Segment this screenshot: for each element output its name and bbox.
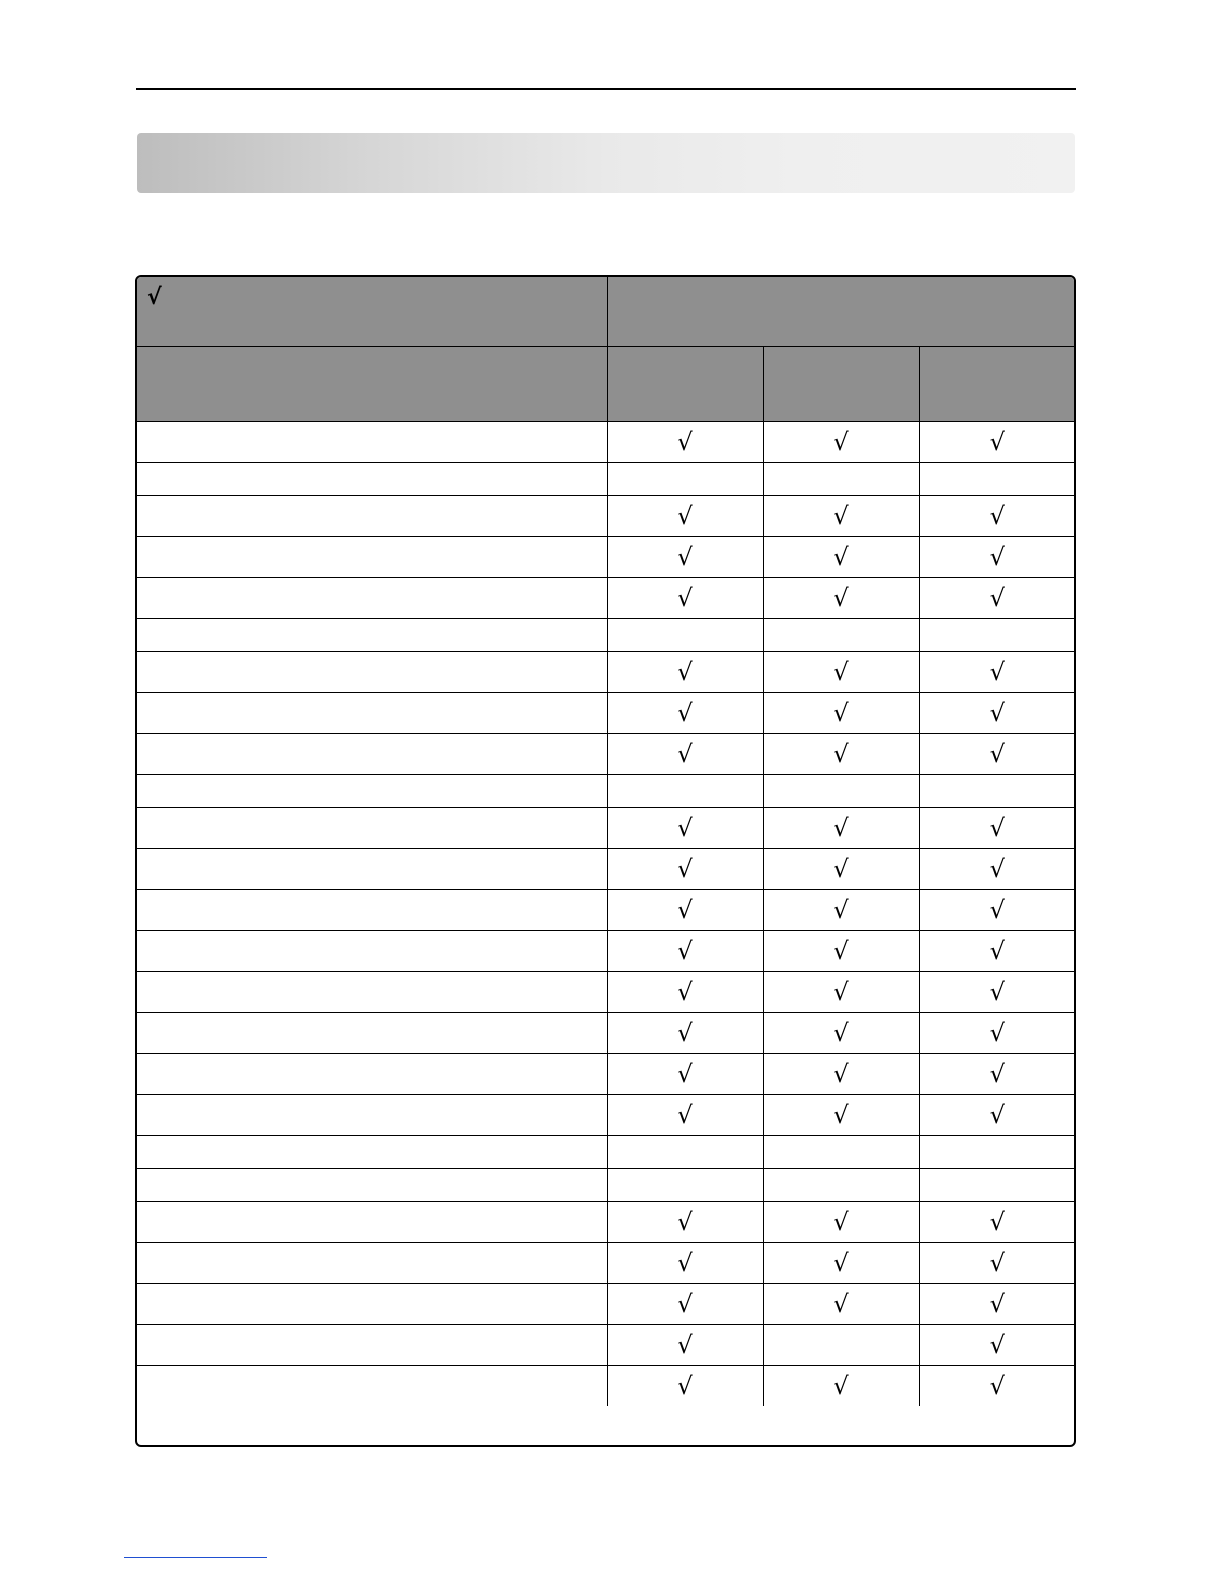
support-cell-1 [607,537,763,578]
feature-column-header [137,347,607,422]
support-cell-1 [607,1202,763,1243]
table-row [137,1169,1075,1202]
table-row [137,496,1075,537]
support-cell-1 [607,775,763,808]
support-cell-1 [607,619,763,652]
support-cell-1 [607,734,763,775]
table-row [137,1013,1075,1054]
checkmark-icon: √ [833,698,849,727]
feature-cell [137,775,607,808]
support-cell-3 [919,619,1075,652]
table-row [137,931,1075,972]
checkmark-icon: √ [989,501,1005,530]
feature-cell [137,1136,607,1169]
checkmark-icon: √ [833,739,849,768]
feature-cell [137,1202,607,1243]
checkmark-icon: √ [989,1289,1005,1318]
checkmark-icon: √ [989,1100,1005,1129]
checkmark-icon: √ [677,583,693,612]
table-body [137,422,1075,1407]
models-group-header [607,277,1075,347]
table-row [137,1054,1075,1095]
support-cell-2 [763,463,919,496]
checkmark-icon: √ [833,542,849,571]
checkmark-icon: √ [833,1289,849,1318]
feature-cell [137,849,607,890]
support-cell-1 [607,578,763,619]
support-cell-2 [763,1095,919,1136]
checkmark-icon: √ [677,698,693,727]
feature-cell [137,1284,607,1325]
support-cell-1 [607,1136,763,1169]
feature-cell [137,1243,607,1284]
table-row [137,537,1075,578]
feature-cell [137,972,607,1013]
checkmark-icon: √ [989,1059,1005,1088]
table-row [137,1095,1075,1136]
support-cell-2 [763,619,919,652]
feature-cell [137,496,607,537]
support-cell-2 [763,1243,919,1284]
checkmark-icon: √ [677,501,693,530]
checkmark-icon: √ [677,427,693,456]
support-cell-3 [919,1169,1075,1202]
support-cell-3 [919,1243,1075,1284]
table-row [137,693,1075,734]
checkmark-icon: √ [989,739,1005,768]
legend-cell [137,277,607,347]
checkmark-icon: √ [677,1371,693,1400]
table-row [137,463,1075,496]
support-cell-3 [919,972,1075,1013]
checkmark-icon: √ [989,854,1005,883]
table-row [137,775,1075,808]
checkmark-icon: √ [677,1018,693,1047]
feature-cell [137,693,607,734]
feature-cell [137,931,607,972]
checkmark-icon: √ [989,895,1005,924]
checkmark-icon: √ [677,657,693,686]
table-row [137,652,1075,693]
feature-cell [137,1169,607,1202]
checkmark-icon: √ [833,1059,849,1088]
support-cell-1 [607,808,763,849]
table-row [137,1136,1075,1169]
support-cell-3 [919,496,1075,537]
feature-cell [137,1325,607,1366]
support-cell-3 [919,1366,1075,1407]
checkmark-icon: √ [677,739,693,768]
support-cell-3 [919,1095,1075,1136]
support-cell-3 [919,422,1075,463]
support-cell-3 [919,931,1075,972]
checkmark-icon: √ [989,977,1005,1006]
checkmark-icon: √ [989,1018,1005,1047]
checkmark-icon: √ [677,895,693,924]
checkmark-icon: √ [833,501,849,530]
feature-cell [137,1095,607,1136]
feature-cell [137,652,607,693]
table-row [137,1366,1075,1407]
checkmark-icon: √ [677,977,693,1006]
table-row [137,808,1075,849]
feature-cell [137,463,607,496]
support-cell-2 [763,693,919,734]
support-cell-1 [607,1054,763,1095]
support-cell-1 [607,1243,763,1284]
checkmark-icon: √ [677,854,693,883]
checkmark-icon: √ [833,1371,849,1400]
support-cell-1 [607,1013,763,1054]
support-cell-1 [607,422,763,463]
header-rule [136,88,1076,90]
checkmark-icon: √ [989,813,1005,842]
support-cell-1 [607,652,763,693]
checkmark-icon: √ [833,427,849,456]
checkmark-icon: √ [989,1330,1005,1359]
table-row [137,1243,1075,1284]
table-row [137,890,1075,931]
checkmark-icon: √ [677,1059,693,1088]
section-heading-banner [137,133,1075,193]
checkmark-icon: √ [677,1248,693,1277]
feature-cell [137,422,607,463]
support-cell-2 [763,1202,919,1243]
footer-link-underline [124,1557,267,1558]
support-cell-3 [919,1325,1075,1366]
support-cell-3 [919,578,1075,619]
model-column-header-3 [919,347,1075,422]
support-cell-1 [607,1169,763,1202]
feature-cell [137,1366,607,1407]
checkmark-icon: √ [833,657,849,686]
checkmark-icon: √ [677,1289,693,1318]
support-cell-1 [607,849,763,890]
checkmark-icon: √ [989,657,1005,686]
support-cell-1 [607,693,763,734]
checkmark-icon: √ [989,1371,1005,1400]
checkmark-icon: √ [833,977,849,1006]
support-cell-2 [763,537,919,578]
checkmark-icon: √ [989,1207,1005,1236]
table-row [137,1284,1075,1325]
support-cell-3 [919,1136,1075,1169]
support-cell-3 [919,849,1075,890]
table-row [137,578,1075,619]
support-cell-2 [763,1366,919,1407]
feature-cell [137,890,607,931]
feature-cell [137,1054,607,1095]
support-cell-3 [919,734,1075,775]
model-column-header-1 [607,347,763,422]
checkmark-icon: √ [833,936,849,965]
table-row [137,972,1075,1013]
model-column-header-2 [763,347,919,422]
checkmark-icon: √ [833,583,849,612]
support-cell-3 [919,808,1075,849]
checkmark-icon: √ [677,936,693,965]
support-cell-1 [607,1284,763,1325]
table-row [137,849,1075,890]
table-row [137,734,1075,775]
checkmark-icon: √ [989,936,1005,965]
support-cell-1 [607,463,763,496]
feature-cell [137,537,607,578]
support-cell-1 [607,1366,763,1407]
support-cell-1 [607,890,763,931]
feature-cell [137,619,607,652]
table-row [137,422,1075,463]
checkmark-icon: √ [833,1018,849,1047]
feature-cell [137,1013,607,1054]
support-cell-3 [919,1013,1075,1054]
feature-support-table [135,275,1076,1447]
support-cell-1 [607,931,763,972]
checkmark-icon: √ [989,542,1005,571]
table-row [137,619,1075,652]
checkmark-icon: √ [989,427,1005,456]
table-row [137,1325,1075,1366]
checkmark-icon: √ [677,1100,693,1129]
support-cell-3 [919,1284,1075,1325]
support-cell-2 [763,1284,919,1325]
support-cell-2 [763,1169,919,1202]
checkmark-icon: √ [833,1100,849,1129]
support-cell-2 [763,775,919,808]
checkmark-icon: √ [677,1207,693,1236]
support-cell-2 [763,496,919,537]
support-cell-2 [763,734,919,775]
support-cell-3 [919,463,1075,496]
checkmark-icon: √ [989,583,1005,612]
support-cell-2 [763,972,919,1013]
checkmark-icon: √ [989,1248,1005,1277]
feature-cell [137,734,607,775]
support-cell-1 [607,496,763,537]
support-cell-1 [607,1095,763,1136]
feature-cell [137,808,607,849]
checkmark-icon: √ [677,813,693,842]
checkmark-icon: √ [677,542,693,571]
support-cell-2 [763,1054,919,1095]
checkmark-icon: √ [989,698,1005,727]
support-cell-1 [607,972,763,1013]
support-cell-2 [763,890,919,931]
checkmark-icon: √ [833,1248,849,1277]
checkmark-icon: √ [833,854,849,883]
support-cell-3 [919,693,1075,734]
support-cell-3 [919,1054,1075,1095]
support-cell-3 [919,775,1075,808]
support-cell-2 [763,1013,919,1054]
support-cell-2 [763,849,919,890]
support-cell-2 [763,1325,919,1366]
support-cell-1 [607,1325,763,1366]
support-cell-2 [763,1136,919,1169]
checkmark-icon: √ [833,813,849,842]
support-cell-2 [763,652,919,693]
support-cell-3 [919,652,1075,693]
support-cell-2 [763,808,919,849]
support-cell-3 [919,1202,1075,1243]
support-cell-3 [919,537,1075,578]
feature-cell [137,578,607,619]
support-cell-2 [763,422,919,463]
checkmark-icon: √ [833,895,849,924]
support-cell-2 [763,578,919,619]
support-cell-3 [919,890,1075,931]
checkmark-icon: √ [677,1330,693,1359]
support-cell-2 [763,931,919,972]
checkmark-icon: √ [833,1207,849,1236]
table-row [137,1202,1075,1243]
checkmark-icon: √ [147,285,162,310]
